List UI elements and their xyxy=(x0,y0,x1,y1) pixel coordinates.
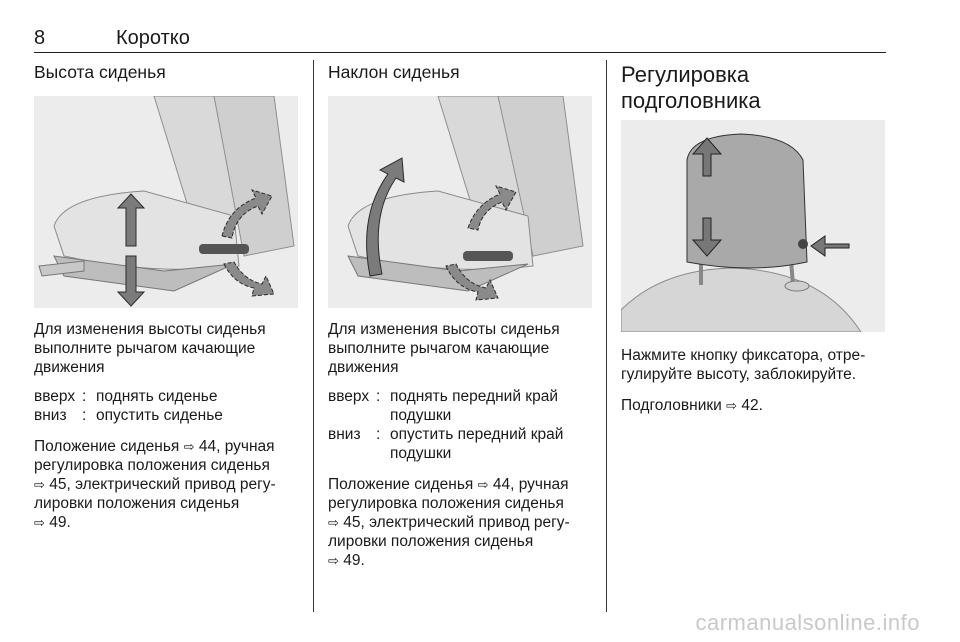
table-row xyxy=(328,425,596,463)
row-value: поднять передний край подушки xyxy=(390,388,558,424)
reference-arrow-icon[interactable]: ⇨ xyxy=(477,477,489,492)
row-key: вверх xyxy=(34,388,76,405)
ref-text: 49. xyxy=(338,552,365,569)
table-row xyxy=(328,387,596,425)
reference-arrow-icon[interactable]: ⇨ xyxy=(328,553,339,568)
row-value: опустить передний край подушки xyxy=(390,426,564,462)
reference-text xyxy=(328,475,596,570)
action-table xyxy=(328,387,596,463)
instruction-text: Для изменения высоты сиденья выполните рычагом качающие движения xyxy=(34,321,266,376)
section-title: Наклон сиденья xyxy=(328,62,460,82)
ref-text: Подголовники xyxy=(621,397,727,414)
row-sep: : xyxy=(82,407,87,424)
ref-text: регулировка положения сиденья xyxy=(328,495,564,512)
section-title: Высота сиденья xyxy=(34,62,166,82)
ref-text: 42. xyxy=(737,397,763,414)
ref-text: 45, электрический привод регу- xyxy=(338,514,570,531)
column-divider xyxy=(606,60,607,612)
row-sep: : xyxy=(376,426,381,443)
ref-text: Положение сиденья xyxy=(34,438,184,455)
row-value: поднять сиденье xyxy=(96,388,218,405)
title-line: Регулировка xyxy=(621,62,750,87)
row-value: опустить сиденье xyxy=(96,407,223,424)
ref-text: 45, электрический привод регу- xyxy=(44,476,276,493)
page-number: 8 xyxy=(34,27,46,49)
reference-text xyxy=(34,437,302,532)
row-key: вверх xyxy=(328,388,370,405)
instruction-text: Для изменения высоты сиденья выполните рычагом качающие движения xyxy=(328,321,560,376)
ref-text: регулировка положения сиденья xyxy=(34,457,270,474)
section-seat-tilt xyxy=(328,62,596,570)
action-table xyxy=(34,387,302,425)
section-title xyxy=(621,62,889,114)
reference-arrow-icon[interactable]: ⇨ xyxy=(726,398,738,413)
ref-text: Положение сиденья xyxy=(328,476,478,493)
ref-text: 44, ручная xyxy=(194,438,275,455)
section-seat-height xyxy=(34,62,302,532)
page-header xyxy=(34,27,886,53)
ref-text: лировки положения сиденья xyxy=(34,495,240,512)
reference-text xyxy=(621,396,889,415)
chapter-title: Коротко xyxy=(116,27,190,49)
section-headrest xyxy=(621,62,889,415)
reference-arrow-icon[interactable]: ⇨ xyxy=(34,477,45,492)
table-row xyxy=(34,406,302,425)
reference-arrow-icon[interactable]: ⇨ xyxy=(34,515,45,530)
reference-arrow-icon[interactable]: ⇨ xyxy=(183,439,195,454)
row-sep: : xyxy=(376,388,381,405)
headrest-illustration xyxy=(621,120,885,332)
title-line: подголовника xyxy=(621,88,761,113)
watermark: carmanualsonline.info xyxy=(695,610,920,635)
table-row xyxy=(34,387,302,406)
column-divider xyxy=(313,60,314,612)
row-sep: : xyxy=(82,388,87,405)
row-key: вниз xyxy=(34,407,67,424)
ref-text: 44, ручная xyxy=(488,476,569,493)
seat-height-illustration xyxy=(34,96,298,308)
reference-arrow-icon[interactable]: ⇨ xyxy=(328,515,339,530)
ref-text: лировки положения сиденья xyxy=(328,533,534,550)
instruction-text: Нажмите кнопку фиксатора, отре-гулируйте высоту, заблокируйте. xyxy=(621,347,866,383)
row-key: вниз xyxy=(328,426,361,443)
seat-tilt-illustration xyxy=(328,96,592,308)
ref-text: 49. xyxy=(44,514,71,531)
